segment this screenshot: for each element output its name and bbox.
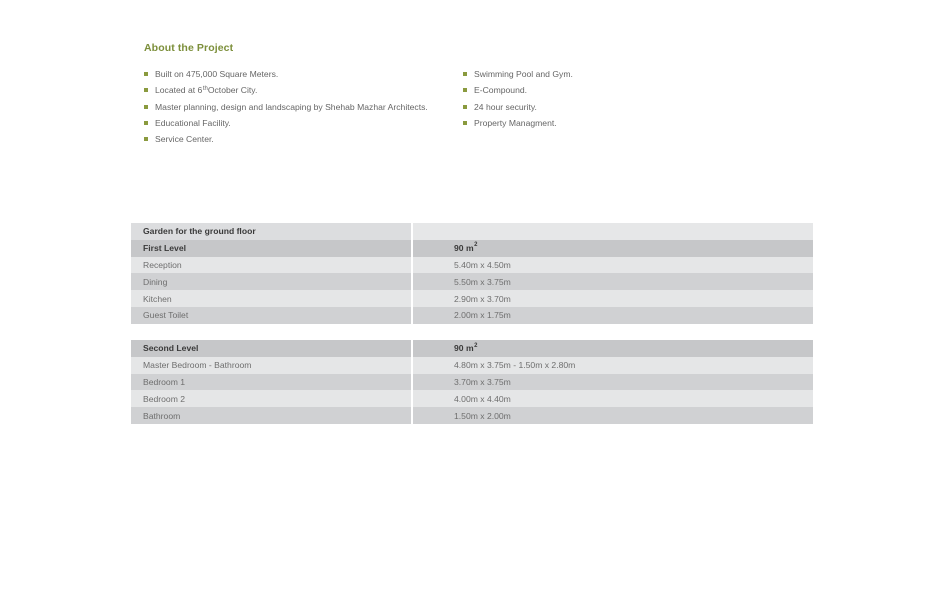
room-size: 2.00m x 1.75m <box>412 307 813 324</box>
table-row <box>131 307 813 324</box>
room-size: 5.50m x 3.75m <box>412 273 813 290</box>
bullet-square-icon <box>144 105 148 109</box>
level-label: First Level <box>131 240 412 257</box>
list-item: Located at 6 $^{th}$ October City. <box>144 82 428 98</box>
list-item: E-Compound. <box>463 82 573 98</box>
table-header-row <box>131 340 813 357</box>
table-row <box>131 374 813 391</box>
features-list-left <box>144 66 428 147</box>
room-name: Dining <box>131 273 412 290</box>
bullet-square-icon <box>463 121 467 125</box>
table-row <box>131 257 813 274</box>
second-level-table <box>131 340 813 424</box>
list-item: 24 hour security. <box>463 99 573 115</box>
garden-label: Garden for the ground floor <box>131 223 412 240</box>
list-item: Swimming Pool and Gym. <box>463 66 573 82</box>
room-name: Kitchen <box>131 290 412 307</box>
room-name: Bathroom <box>131 407 412 424</box>
features-list-right <box>463 66 573 131</box>
room-name: Bedroom 1 <box>131 374 412 391</box>
list-item: Property Managment. <box>463 115 573 131</box>
table-row <box>131 290 813 307</box>
bullet-square-icon <box>463 72 467 76</box>
table-row <box>131 357 813 374</box>
list-item: Educational Facility. <box>144 115 428 131</box>
table-row <box>131 223 813 240</box>
area-cell: 90 $m^2$ <box>412 240 813 257</box>
bullet-square-icon <box>463 105 467 109</box>
first-level-table <box>131 223 813 324</box>
superscript: th <box>202 86 208 93</box>
bullet-square-icon <box>144 121 148 125</box>
area-cell: 90 $m^2$ <box>412 340 813 357</box>
list-item: Service Center. <box>144 131 428 147</box>
room-name: Reception <box>131 257 412 274</box>
room-size: 4.80m x 3.75m - 1.50m x 2.80m <box>412 357 813 374</box>
empty-cell <box>412 223 813 240</box>
room-size: 5.40m x 4.50m <box>412 257 813 274</box>
room-size: 2.90m x 3.70m <box>412 290 813 307</box>
room-name: Master Bedroom - Bathroom <box>131 357 412 374</box>
room-size: 1.50m x 2.00m <box>412 407 813 424</box>
table-row <box>131 390 813 407</box>
room-name: Guest Toilet <box>131 307 412 324</box>
section-title: About the Project <box>144 42 234 54</box>
room-name: Bedroom 2 <box>131 390 412 407</box>
level-label: Second Level <box>131 340 412 357</box>
table-row <box>131 273 813 290</box>
room-size: 4.00m x 4.40m <box>412 390 813 407</box>
room-size: 3.70m x 3.75m <box>412 374 813 391</box>
bullet-square-icon <box>144 88 148 92</box>
list-item: Built on 475,000 Square Meters. <box>144 66 428 82</box>
table-row <box>131 407 813 424</box>
bullet-square-icon <box>463 88 467 92</box>
list-item: Master planning, design and landscaping by Shehab Mazhar Architects. <box>144 99 428 115</box>
table-header-row <box>131 240 813 257</box>
bullet-square-icon <box>144 137 148 141</box>
bullet-square-icon <box>144 72 148 76</box>
